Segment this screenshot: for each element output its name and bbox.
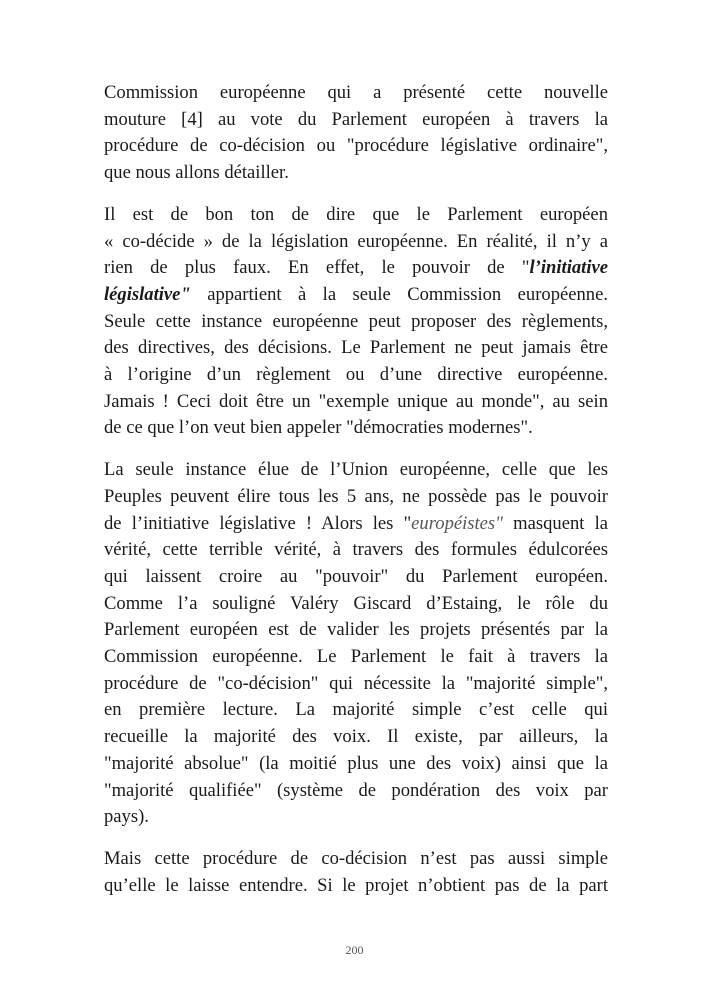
paragraph-4 [104,846,608,899]
text-line: « co-décide » de la législation européenne. En réalité, il n’y a [104,230,608,252]
emphasis-text: l’initiative [529,257,608,279]
text-line: La seule instance élue de l’Union européenne, celle que les [104,459,608,481]
text-line: qu’elle le laisse entendre. Si le projet n’obtient pas de la part [104,874,608,896]
document-body [104,80,608,899]
paragraph-3 [104,457,608,831]
text-line: "majorité absolue" (la moitié plus une des voix) ainsi que la [104,752,608,774]
text-line: que nous allons détailler. [104,162,289,184]
text-line: Peuples peuvent élire tous les 5 ans, ne possède pas le pouvoir [104,485,608,507]
text-line: Mais cette procédure de co-décision n’est pas aussi simple [104,847,608,869]
text-line: Commission européenne qui a présenté cette nouvelle [104,82,608,103]
text-line: "majorité qualifiée" (système de pondération des voix par [104,779,608,801]
text-line: Seule cette instance européenne peut proposer des règlements, [104,310,608,332]
text-line: à l’origine d’un règlement ou d’une directive européenne. [104,364,608,386]
text-line: des directives, des décisions. Le Parlement ne peut jamais être [104,337,608,359]
page-number: 200 [345,943,364,957]
text-line: Jamais ! Ceci doit être un "exemple unique au monde", au sein [104,390,608,412]
text-line: procédure de "co-décision" qui nécessite la "majorité simple", [104,672,608,694]
paragraph-2 [104,202,608,442]
text-line: qui laissent croire au "pouvoir" du Parlement européen. [104,565,608,587]
text-line: de ce que l’on veut bien appeler "démocraties modernes". [104,417,533,439]
text-line: mouture [4] au vote du Parlement européen à travers la [104,108,608,130]
text-line: Comme l’a souligné Valéry Giscard d’Estaing, le rôle du [104,592,608,614]
text-line: procédure de co-décision ou "procédure législative ordinaire", [104,135,608,157]
emphasis-text: législative" [104,283,191,305]
text-line [104,282,608,309]
text-line: recueille la majorité des voix. Il existe, par ailleurs, la [104,726,608,748]
text-line: Il est de bon ton de dire que le Parlement européen [104,203,608,225]
text-run: appartient à la seule Commission européenne. [190,283,608,305]
text-line: vérité, cette terrible vérité, à travers des formules édulcorées [104,539,608,561]
paragraph-1 [104,80,608,187]
text-line [104,511,608,538]
text-run: rien de plus faux. En effet, le pouvoir de " [104,257,530,279]
text-run: de l’initiative législative ! Alors les " [104,512,412,534]
text-line: pays). [104,806,149,828]
text-run: masquent la [502,512,608,534]
text-line: en première lecture. La majorité simple c’est celle qui [104,699,608,721]
text-line: Commission européenne. Le Parlement le fait à travers la [104,646,608,668]
text-line: Parlement européen est de valider les projets présentés par la [104,619,608,641]
emphasis-text: européistes" [411,512,503,534]
text-line [104,255,608,282]
